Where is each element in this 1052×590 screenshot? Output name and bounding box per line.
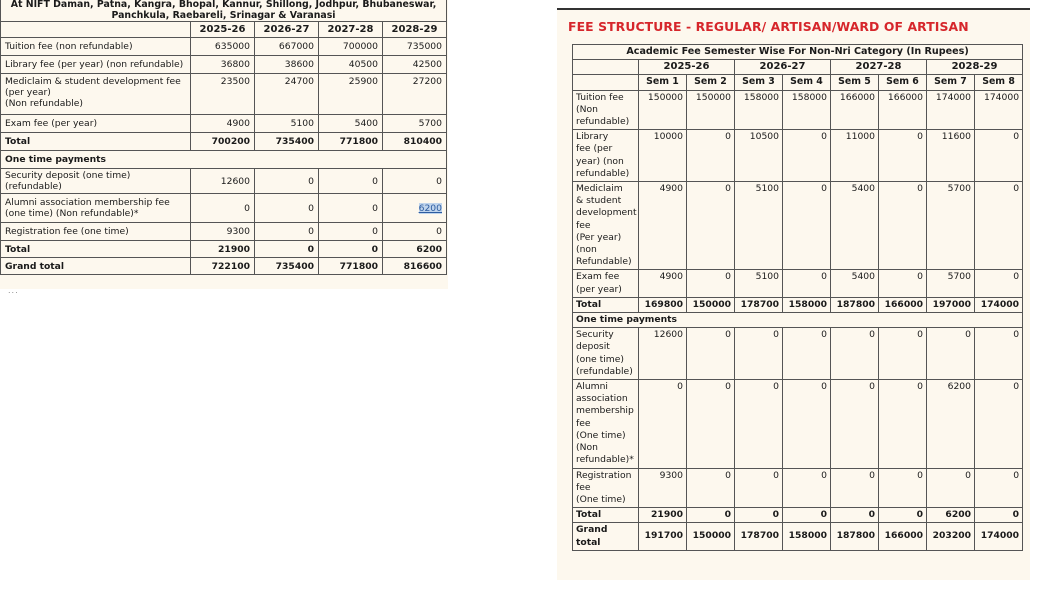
table-row: [1, 38, 447, 56]
cell-value: 10500: [735, 130, 783, 182]
cell-value: 5700: [927, 182, 975, 270]
row-label-line: (One time): [576, 493, 626, 505]
row-label-cell: [573, 270, 639, 297]
cell-value: 42500: [383, 56, 447, 74]
cell-value: 150000: [687, 90, 735, 130]
cell-value: 0: [783, 328, 831, 380]
row-label: Mediclaim & student development fee: [5, 76, 181, 87]
total-row: [1, 133, 447, 151]
year-header-blank: [573, 60, 639, 75]
fee-structure-title: FEE STRUCTURE - REGULAR/ ARTISAN/WARD OF ARTISAN: [568, 19, 969, 34]
cell-value: 5700: [383, 115, 447, 133]
cell-value: 27200: [383, 74, 447, 115]
cell-value: 0: [975, 508, 1023, 523]
cell-value: 10000: [639, 130, 687, 182]
semester-fee-rows: [573, 90, 1023, 550]
row-label-note: (one time) (Non refundable)*: [5, 208, 139, 219]
section-row: [573, 313, 1023, 328]
cell-value: 0: [735, 380, 783, 468]
campus-list-header: At NIFT Daman, Patna, Kangra, Bhopal, Kannur, Shillong, Jodhpur, Bhubaneswar, Panchkula, Raebareli, Srinagar & Varanasi: [1, 0, 447, 22]
row-label-line: (Non: [576, 103, 598, 115]
row-label-line: Exam fee: [576, 271, 620, 283]
cell-value: 166000: [879, 90, 927, 130]
row-label-cell: [1, 74, 191, 115]
row-label-line: Tuition fee: [576, 91, 624, 103]
row-label-line: (non: [576, 244, 597, 256]
cell-value: 0: [687, 182, 735, 270]
cell-value: 0: [255, 223, 319, 241]
year-header: 2025-26: [639, 60, 735, 75]
cell-value: 40500: [319, 56, 383, 74]
row-label-line: (per year): [576, 283, 622, 295]
cell-value: 700000: [319, 38, 383, 56]
selected-text: 6200: [418, 202, 442, 214]
cell-value: 0: [255, 169, 319, 194]
row-label-line: Registration: [576, 469, 632, 481]
cell-value: 0: [687, 130, 735, 182]
cell-value: 0: [783, 270, 831, 297]
cell-value: 0: [319, 194, 383, 223]
cell-value: 810400: [383, 133, 447, 151]
cell-value: 0: [687, 328, 735, 380]
cell-value: 5100: [735, 270, 783, 297]
row-label-line: (one time): [576, 353, 624, 365]
table-row: [573, 182, 1023, 270]
year-header: 2028-29: [927, 60, 1023, 75]
row-label-line: fee (per: [576, 143, 613, 155]
cell-value: 5400: [831, 182, 879, 270]
row-label-line: Alumni: [576, 381, 608, 393]
row-label-line: One time payments: [576, 314, 678, 326]
row-label-cell: [1, 194, 191, 223]
row-label-line: year) (non: [576, 155, 624, 167]
row-label: Total: [1, 241, 191, 258]
cell-value: 203200: [927, 523, 975, 550]
cell-value: 0: [879, 130, 927, 182]
row-label-line: Refundable): [576, 256, 632, 268]
sem-header-blank: [573, 75, 639, 90]
cell-value: 816600: [383, 258, 447, 275]
semester-fee-table: [572, 44, 1023, 551]
cell-value: 700200: [191, 133, 255, 151]
table-row: [573, 328, 1023, 380]
cell-value: 0: [783, 380, 831, 468]
cell-value: 0: [831, 328, 879, 380]
cell-value: 0: [879, 182, 927, 270]
table-row: [1, 74, 447, 115]
row-label-line: Mediclaim: [576, 183, 623, 195]
cell-value: 0: [255, 194, 319, 223]
cell-value: 9300: [639, 468, 687, 508]
row-label-cell: [573, 313, 1023, 328]
cell-value: 0: [879, 328, 927, 380]
semester-header: Sem 8: [975, 75, 1023, 90]
year-header: 2025-26: [191, 22, 255, 38]
year-header: 2026-27: [255, 22, 319, 38]
row-label-line: (refundable): [576, 365, 633, 377]
row-label-line: Security: [576, 329, 614, 341]
cell-value: 0: [831, 468, 879, 508]
nift-city-fee-document: [0, 0, 448, 295]
row-label: Tuition fee (non refundable): [1, 38, 191, 56]
row-label-line: fee: [576, 219, 591, 231]
table-row: [573, 468, 1023, 508]
semester-header: Sem 3: [735, 75, 783, 90]
cell-value: 0: [879, 380, 927, 468]
cell-value: 187800: [831, 523, 879, 550]
cell-value: 0: [687, 468, 735, 508]
row-label-line: deposit: [576, 341, 610, 353]
cell-value: 5100: [735, 182, 783, 270]
cell-value: 166000: [831, 90, 879, 130]
cell-value: 6200: [927, 508, 975, 523]
cell-value: 158000: [783, 523, 831, 550]
cell-value: 21900: [639, 508, 687, 523]
row-label-line: refundable): [576, 167, 630, 179]
cell-value: 5100: [255, 115, 319, 133]
cell-value: 0: [783, 130, 831, 182]
cell-value: 0: [975, 270, 1023, 297]
cell-value: 187800: [831, 297, 879, 312]
cell-value: 0: [639, 380, 687, 468]
row-label-line: Total: [576, 298, 602, 310]
cell-value: 0: [735, 508, 783, 523]
cell-value: 0: [735, 328, 783, 380]
row-label-cell: [573, 90, 639, 130]
row-label-cell: [573, 508, 639, 523]
cell-value: 178700: [735, 523, 783, 550]
row-label: Library fee (per year) (non refundable): [1, 56, 191, 74]
row-label-cell: [573, 328, 639, 380]
row-label: Security deposit (one time): [5, 170, 131, 181]
cell-value: 158000: [735, 90, 783, 130]
cell-value: 0: [879, 468, 927, 508]
year-header: 2026-27: [735, 60, 831, 75]
cell-value: 0: [975, 468, 1023, 508]
cell-value: 178700: [735, 297, 783, 312]
cell-value: 197000: [927, 297, 975, 312]
row-label-cell: [573, 523, 639, 550]
row-label-line: (Per year): [576, 231, 622, 243]
cell-value: 38600: [255, 56, 319, 74]
table-caption: Academic Fee Semester Wise For Non-Nri Category (In Rupees): [573, 45, 1023, 60]
row-label-line: fee: [576, 417, 591, 429]
cell-value: 0: [783, 508, 831, 523]
year-header: 2027-28: [319, 22, 383, 38]
cell-value: 0: [383, 169, 447, 194]
cell-value: 0: [975, 328, 1023, 380]
cell-value: 169800: [639, 297, 687, 312]
cell-value-selected[interactable]: [383, 194, 447, 223]
row-label-line: Library: [576, 131, 609, 143]
cell-value: 0: [975, 130, 1023, 182]
cell-value: 174000: [975, 90, 1023, 130]
cell-value: 5400: [831, 270, 879, 297]
semester-fee-document: [557, 8, 1030, 580]
table-row: [573, 90, 1023, 130]
row-label-line: fee: [576, 481, 591, 493]
row-label-line: refundable): [576, 116, 630, 128]
total-row: [1, 241, 447, 258]
row-label-line: development: [576, 207, 637, 219]
cell-value: 0: [687, 508, 735, 523]
table-row: [1, 169, 447, 194]
cell-value: 0: [927, 328, 975, 380]
cell-value: 0: [975, 380, 1023, 468]
row-label-line: Grand total: [576, 524, 608, 548]
table-row: [1, 56, 447, 74]
cell-value: 735400: [255, 133, 319, 151]
row-label: Exam fee (per year): [1, 115, 191, 133]
cell-value: 771800: [319, 133, 383, 151]
cell-value: 174000: [927, 90, 975, 130]
cell-value: 6200: [927, 380, 975, 468]
cell-value: 12600: [639, 328, 687, 380]
cell-value: 0: [927, 468, 975, 508]
cell-value: 0: [783, 182, 831, 270]
total-row: [573, 508, 1023, 523]
cell-value: 0: [879, 508, 927, 523]
row-label-line: association: [576, 393, 628, 405]
semester-header: Sem 4: [783, 75, 831, 90]
cell-value: 158000: [783, 90, 831, 130]
cell-value: 166000: [879, 297, 927, 312]
total-row: [573, 523, 1023, 550]
cell-value: 36800: [191, 56, 255, 74]
cell-value: 25900: [319, 74, 383, 115]
cell-value: 0: [255, 241, 319, 258]
year-header: 2027-28: [831, 60, 927, 75]
cell-value: 0: [383, 223, 447, 241]
cell-value: 11600: [927, 130, 975, 182]
cell-value: 6200: [383, 241, 447, 258]
ellipsis-mark: ...: [8, 286, 19, 295]
row-label-cell: [573, 130, 639, 182]
cell-value: 158000: [783, 297, 831, 312]
row-label: Grand total: [1, 258, 191, 275]
row-label-cell: [573, 468, 639, 508]
year-header: 2028-29: [383, 22, 447, 38]
cell-value: 23500: [191, 74, 255, 115]
row-label: Registration fee (one time): [1, 223, 191, 241]
row-label-cell: [573, 182, 639, 270]
cell-value: 0: [879, 270, 927, 297]
table-row: [573, 380, 1023, 468]
semester-header: Sem 2: [687, 75, 735, 90]
table-row: [573, 270, 1023, 297]
cell-value: 4900: [639, 270, 687, 297]
cell-value: 24700: [255, 74, 319, 115]
row-label-line: (One time): [576, 429, 626, 441]
cell-value: 0: [687, 380, 735, 468]
table-row: [1, 223, 447, 241]
semester-header: Sem 7: [927, 75, 975, 90]
cell-value: 4900: [191, 115, 255, 133]
cell-value: 174000: [975, 523, 1023, 550]
cell-value: 21900: [191, 241, 255, 258]
row-label-line: (Non: [576, 442, 598, 454]
cell-value: 191700: [639, 523, 687, 550]
grand-total-row: [1, 258, 447, 275]
semester-header: Sem 1: [639, 75, 687, 90]
row-label-cell: [573, 297, 639, 312]
row-label-line: membership: [576, 405, 634, 417]
section-heading: One time payments: [1, 151, 447, 169]
cell-value: 9300: [191, 223, 255, 241]
cell-value: 0: [735, 468, 783, 508]
row-label-line: refundable)*: [576, 454, 634, 466]
total-row: [573, 297, 1023, 312]
cell-value: 5400: [319, 115, 383, 133]
section-row: [1, 151, 447, 169]
cell-value: 11000: [831, 130, 879, 182]
cell-value: 0: [831, 380, 879, 468]
cell-value: 635000: [191, 38, 255, 56]
annual-fee-table: [0, 0, 447, 275]
cell-value: 0: [319, 169, 383, 194]
table-row: [573, 130, 1023, 182]
row-label-cell: [573, 380, 639, 468]
cell-value: 667000: [255, 38, 319, 56]
cell-value: 150000: [687, 523, 735, 550]
cell-value: 0: [975, 182, 1023, 270]
semester-header: Sem 5: [831, 75, 879, 90]
row-label: Total: [1, 133, 191, 151]
year-header-blank: [1, 22, 191, 38]
cell-value: 735400: [255, 258, 319, 275]
cell-value: 150000: [687, 297, 735, 312]
row-label-note: (per year): [5, 87, 51, 98]
row-label-note: (refundable): [5, 181, 62, 192]
cell-value: 771800: [319, 258, 383, 275]
cell-value: 174000: [975, 297, 1023, 312]
table-row: [1, 115, 447, 133]
row-label-line: Total: [576, 509, 602, 521]
row-label-cell: [1, 169, 191, 194]
cell-value: 150000: [639, 90, 687, 130]
cell-value: 5700: [927, 270, 975, 297]
row-label-line: & student: [576, 195, 622, 207]
semester-header: Sem 6: [879, 75, 927, 90]
cell-value: 12600: [191, 169, 255, 194]
cell-value: 722100: [191, 258, 255, 275]
cell-value: 735000: [383, 38, 447, 56]
cell-value: 0: [831, 508, 879, 523]
cell-value: 0: [687, 270, 735, 297]
cell-value: 0: [783, 468, 831, 508]
cell-value: 0: [319, 223, 383, 241]
cell-value: 4900: [639, 182, 687, 270]
row-label: Alumni association membership fee: [5, 197, 170, 208]
cell-value: 0: [319, 241, 383, 258]
row-label-note: (Non refundable): [5, 98, 84, 109]
table-row: [1, 194, 447, 223]
cell-value: 0: [191, 194, 255, 223]
cell-value: 166000: [879, 523, 927, 550]
